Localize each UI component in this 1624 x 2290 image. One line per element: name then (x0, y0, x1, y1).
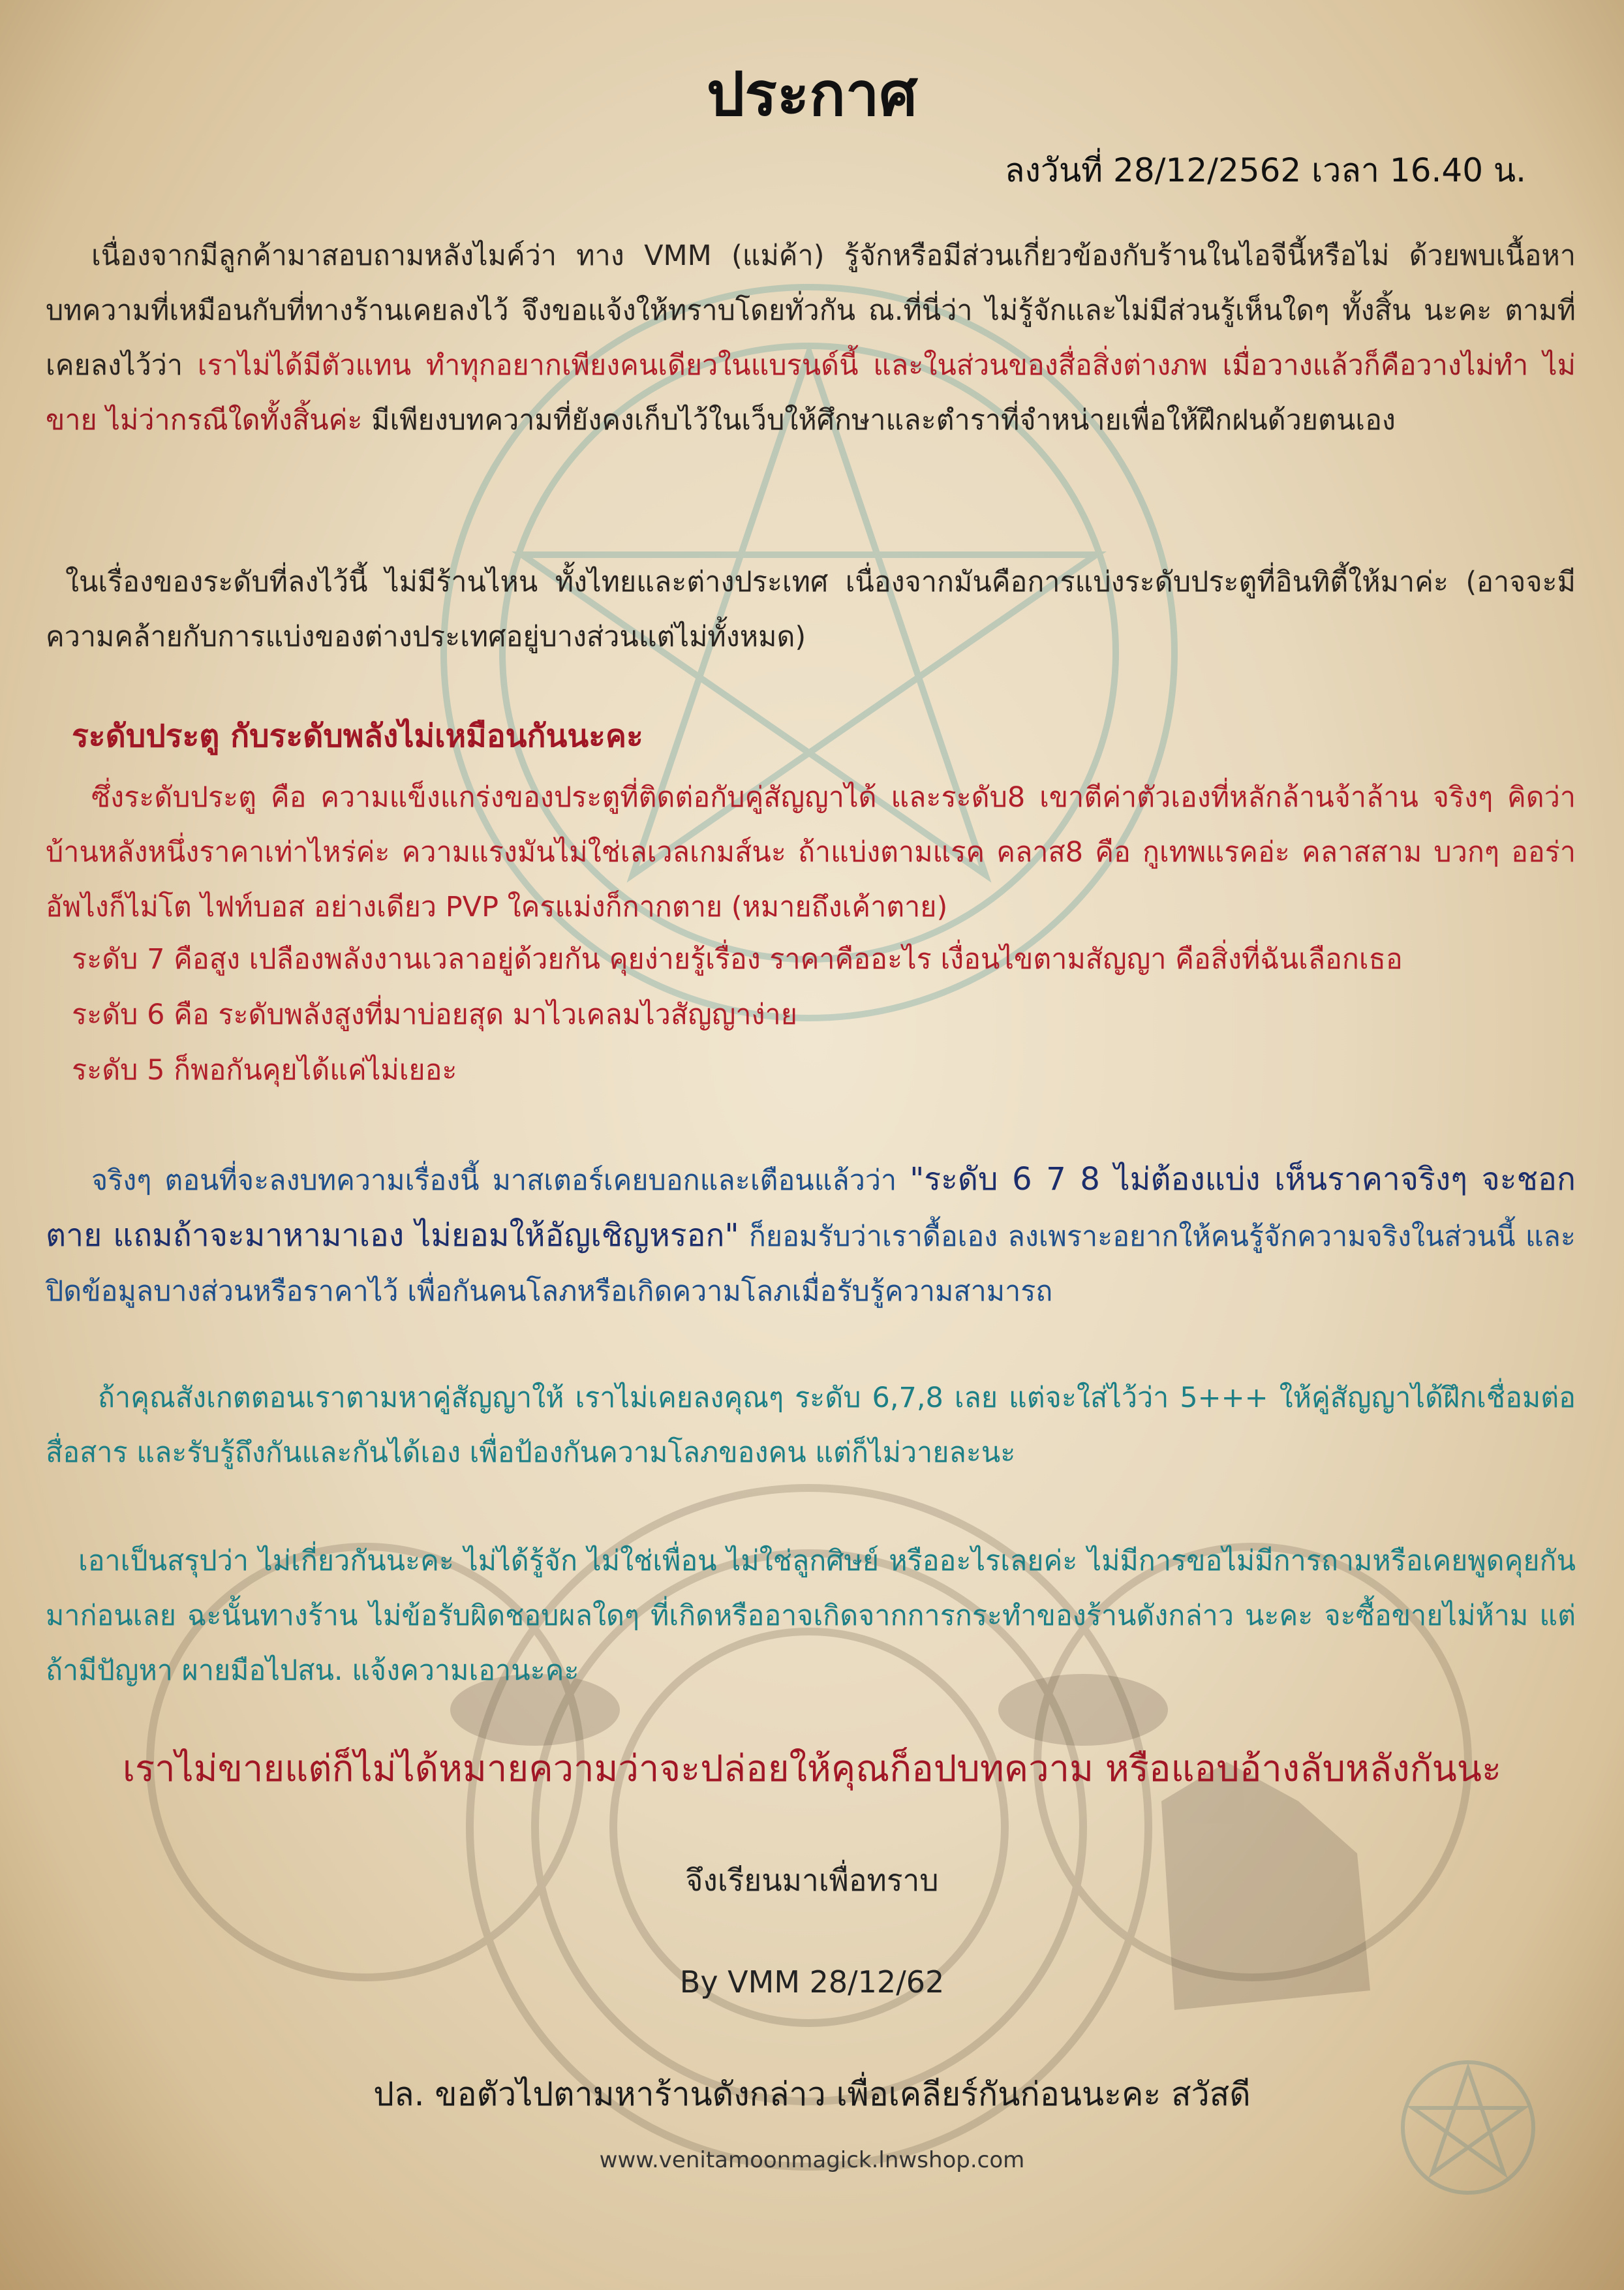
notice-date: ลงวันที่ 28/12/2562 เวลา 16.40 น. (1004, 151, 1526, 189)
intro-highlight-2: เมื่อวางแล้วก็คือวางไม่ทำ ไม่ขาย ไม่ว่ากรณีใดทั้งสิ้นค่ะ (46, 349, 1576, 437)
paragraph-master-warning (46, 1152, 1576, 1319)
master-warning-text: จริงๆ ตอนที่จะลงบทความเรื่องนี้ มาสเตอร์เคยบอกและเตือนแล้วว่า (91, 1164, 910, 1197)
paragraph-summary: เอาเป็นสรุปว่า ไม่เกี่ยวกันนะคะ ไม่ได้รู้จัก ไม่ใช่เพื่อน ไม่ใช่ลูกศิษย์ หรืออะไรเลยค่ะ ไม่มีการขอไม่มีการถามหรือเคยพูดคุยกันมาก่อนเลย ฉะนั้นทางร้าน ไม่ข้อรับผิดชอบผลใดๆ ที่เกิดหรืออาจเกิดจากการกระทำของร้านดังกล่าว นะคะ จะซื้อขายไม่ห้าม แต่ถ้ามีปัญหา ผายมือไปสน. แจ้งความเอานะคะ (46, 1545, 1576, 1687)
level-7-line: ระดับ 7 คือสูง เปลืองพลังงานเวลาอยู่ด้วยกัน คุยง่ายรู้เรื่อง ราคาคืออะไร เงื่อนไขตามสัญญา คือสิ่งที่ฉันเลือกเธอ (72, 943, 1403, 976)
paragraph-contract-levels: ถ้าคุณสังเกตตอนเราตามหาคู่สัญญาให้ เราไม่เคยลงคุณๆ ระดับ 6,7,8 เลย แต่จะใส่ไว้ว่า 5+++ ให้คู่สัญญาได้ฝึกเชื่อมต่อ สื่อสาร และรับรู้ถึงกันและกันได้เอง เพื่อป้องกันความโลภของคน แต่ก็ไม่วายละนะ (46, 1382, 1576, 1469)
levels-intro: ซึ่งระดับประตู คือ ความแข็งแกร่งของประตูที่ติดต่อกับคู่สัญญาได้ และระดับ8 เขาตีค่าตัวเองที่หลักล้านจ้าล้าน จริงๆ คิดว่าบ้านหลังหนึ่งราคาเท่าไหร่ค่ะ ความแรงมันไม่ใช่เลเวลเกมส์นะ ถ้าแบ่งตามแรค คลาส8 คือ กูเทพแรคอ่ะ คลาสสาม บวกๆ ออร่าอัพไงก็ไม่โต ไฟท์บอส อย่างเดียว PVP ใครแม่งก็กากตาย (หมายถึงเค้าตาย) (46, 781, 1576, 923)
master-warning-end: ก็ยอมรับว่าเราดื้อเอง ลงเพราะอยากให้คนรู้จักความจริงในส่วนนี้ และปิดข้อมูลบางส่วนหรือราคาไว้ เพื่อกันคนโลภหรือเกิดความโลภเมื่อรับรู้ความสามารถ (46, 1220, 1576, 1308)
closing-warning: เราไม่ขายแต่ก็ไม่ได้หมายความว่าจะปล่อยให้คุณก็อปบทความ หรือแอบอ้างลับหลังกันนะ (122, 1748, 1502, 1790)
postscript-line: ปล. ขอตัวไปตามหาร้านดังกล่าว เพื่อเคลียร์กันก่อนนะคะ สวัสดี (373, 2075, 1251, 2113)
paragraph-intro (46, 228, 1576, 448)
intro-text-end: มีเพียงบทความที่ยังคงเก็บไว้ในเว็บให้ศึกษาและตำราที่จำหน่ายเพื่อให้ฝึกฝนด้วยตนเอง (362, 404, 1396, 437)
paragraph-levels-origin: ในเรื่องของระดับที่ลงไว้นี้ ไม่มีร้านไหน ทั้งไทยและต่างประเทศ เนื่องจากมันคือการแบ่งระดับประตูที่อินทิตี้ให้มาค่ะ (อาจจะมีความคล้ายกับการแบ่งของต่างประเทศอยู่บางส่วนแต่ไม่ทั้งหมด) (46, 566, 1576, 653)
signature-line: By VMM 28/12/62 (679, 1964, 945, 2000)
page-title: ประกาศ (707, 59, 917, 129)
level-5-line: ระดับ 5 ก็พอกันคุยได้แค่ไม่เยอะ (72, 1054, 457, 1087)
website-link[interactable]: www.venitamoonmagick.lnwshop.com (599, 2147, 1025, 2173)
level-6-line: ระดับ 6 คือ ระดับพลังสูงที่มาบ่อยสุด มาไวเคลมไวสัญญาง่าย (72, 998, 797, 1031)
closing-inform: จึงเรียนมาเพื่อทราบ (685, 1863, 939, 1898)
master-quote: "ระดับ 6 7 8 ไม่ต้องแบ่ง เห็นราคาจริงๆ จะชอกตาย แถมถ้าจะมาหามาเอง ไม่ยอมให้อัญเชิญหรอก" (46, 1161, 1576, 1254)
levels-heading: ระดับประตู กับระดับพลังไม่เหมือนกันนะคะ (72, 718, 643, 754)
intro-highlight-1: เราไม่ได้มีตัวแทน ทำทุกอยากเพียงคนเดียวในแบรนด์นี้ และในส่วนของสื่อสิ่งต่างภพ (197, 349, 1208, 382)
intro-text: เนื่องจากมีลูกค้ามาสอบถามหลังไมค์ว่า ทาง VMM (แม่ค้า) รู้จักหรือมีส่วนเกี่ยวข้องกับร้านในไอจีนี้หรือไม่ ด้วยพบเนื้อหาบทความที่เหมือนกับที่ทางร้านเคยลงไว้ จึงขอแจ้งให้ทราบโดยทั่วกัน ณ.ที่นี่ว่า ไม่รู้จักและไม่มีส่วนรู้เห็นใดๆ ทั้งสิ้น นะคะ ตามที่เคยลงไว้ว่า (46, 240, 1576, 382)
